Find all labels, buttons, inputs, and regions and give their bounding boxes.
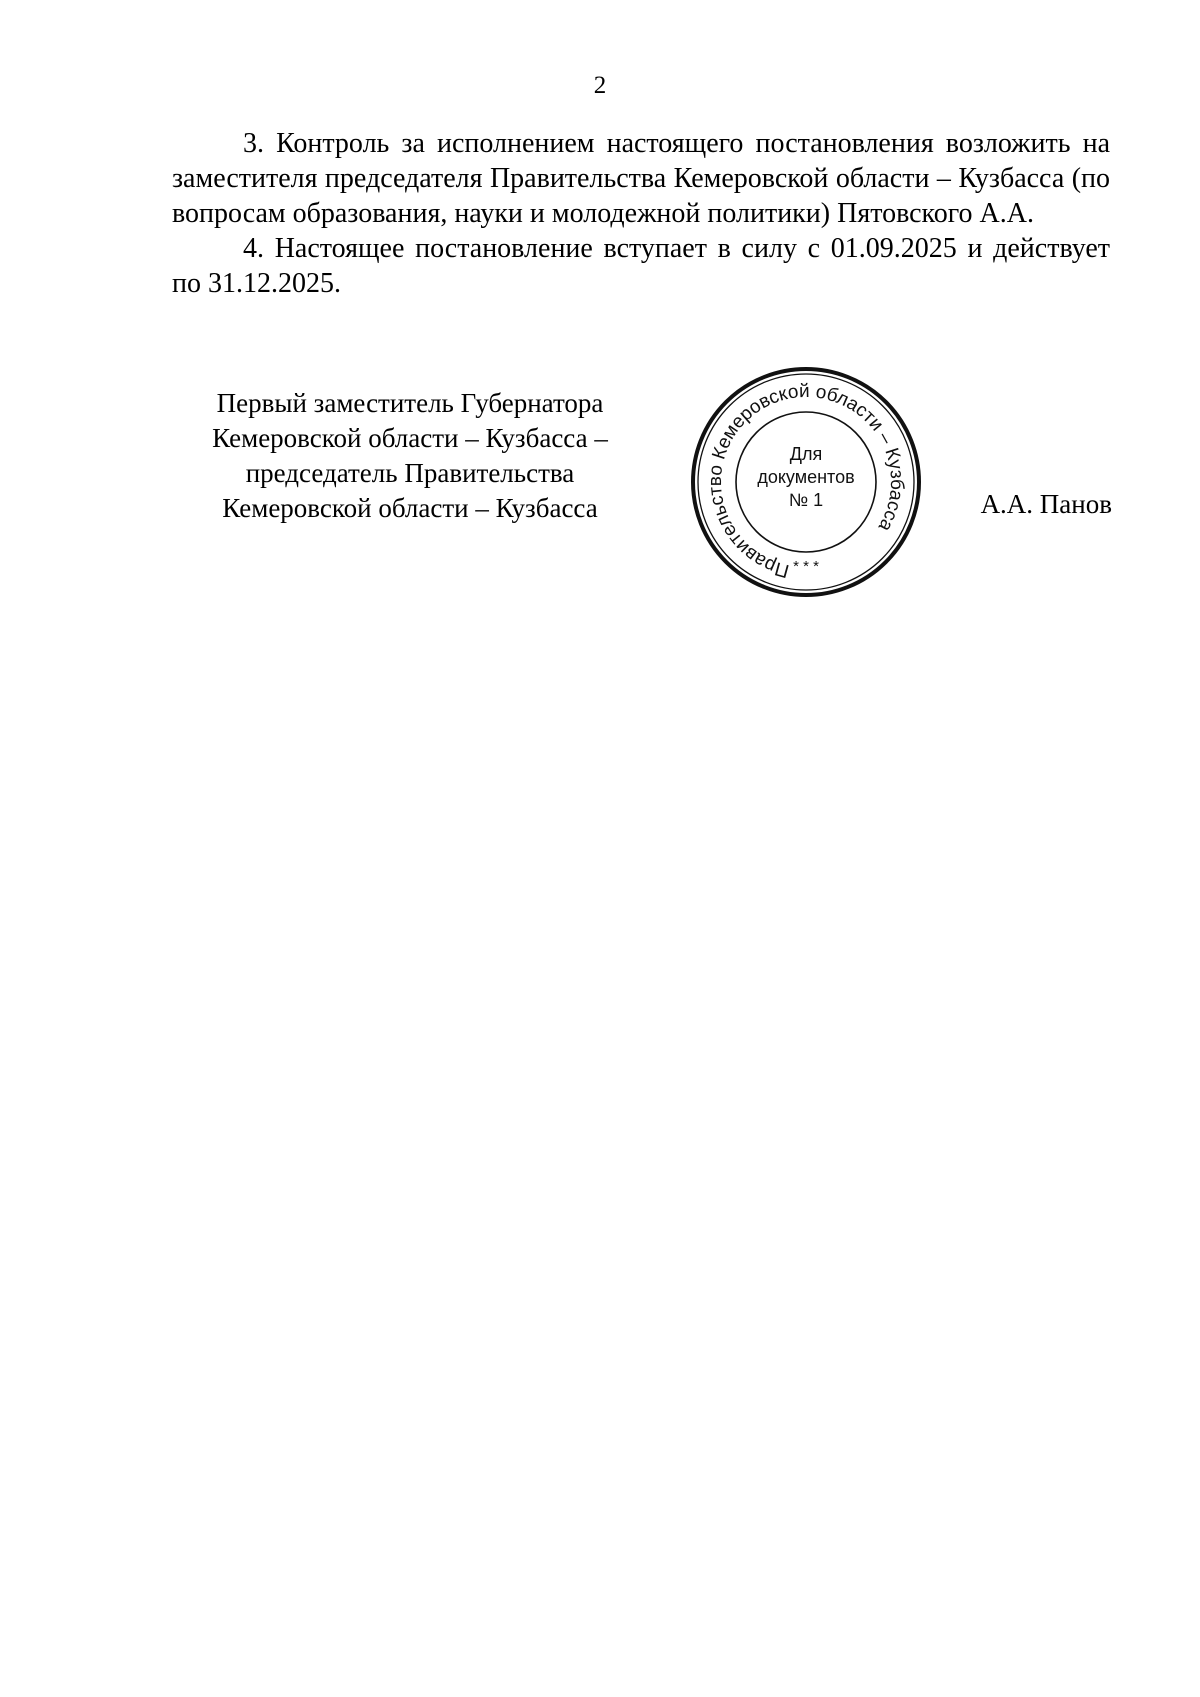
seal-stars: * * * bbox=[793, 558, 819, 575]
signatory-title-line: Кемеровской области – Кузбасса – bbox=[212, 423, 608, 453]
seal-center-line: Для bbox=[789, 444, 823, 464]
page-number: 2 bbox=[593, 72, 607, 99]
document-body bbox=[172, 126, 1110, 301]
signer-name: А.А. Панов bbox=[980, 489, 1112, 519]
paragraph-3: 3. Контроль за исполнением настоящего постановления возложить на заместителя председателя Правительства Кемеровской области – Кузбасса (по вопросам образования, науки и молодежной политики) Пятовского А.А. bbox=[172, 128, 1110, 229]
seal-graphic bbox=[686, 362, 926, 602]
official-seal bbox=[686, 362, 926, 602]
signatory-title bbox=[180, 386, 640, 526]
signatory-title-line: председатель Правительства bbox=[245, 458, 575, 488]
seal-center-line: № 1 bbox=[788, 490, 824, 510]
signatory-title-line: Первый заместитель Губернатора bbox=[216, 388, 604, 418]
seal-center-line: документов bbox=[757, 467, 855, 487]
signatory-title-line: Кемеровской области – Кузбасса bbox=[222, 493, 598, 523]
paragraph-4: 4. Настоящее постановление вступает в силу с 01.09.2025 и действует по 31.12.2025. bbox=[172, 233, 1110, 299]
seal-ring-text: Правительство Кемеровской области – Кузбасса bbox=[704, 380, 908, 582]
